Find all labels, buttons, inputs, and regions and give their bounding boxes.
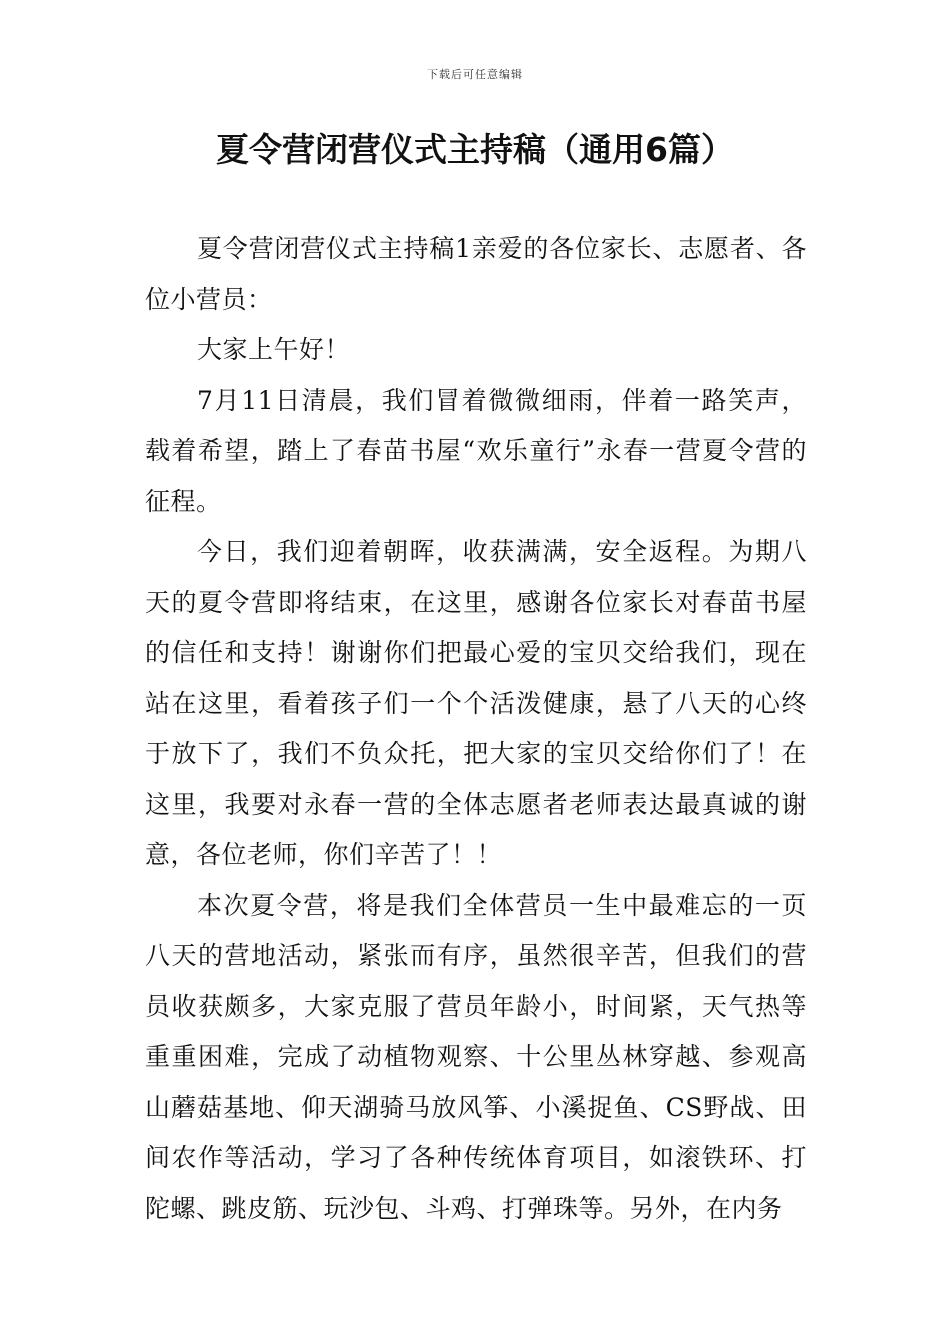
paragraph-hello: 大家上午好！	[197, 335, 351, 364]
document-title: 夏令营闭营仪式主持稿（通用6篇）	[216, 130, 734, 169]
paragraph-greeting: 夏令营闭营仪式主持稿1亲爱的各位家长、志愿者、各位小营员：	[145, 234, 807, 314]
document-body	[145, 224, 807, 1234]
header-note: 下载后可任意编辑	[427, 68, 523, 81]
paragraph-thanks: 今日，我们迎着朝晖，收获满满，安全返程。为期八天的夏令营即将结束，在这里，感谢各位家长对春苗书屋的信任和支持！谢谢你们把最心爱的宝贝交给我们，现在站在这里，看着孩子们一个个活泼健康，悬了八天的心终于放下了，我们不负众托，把大家的宝贝交给你们了！在这里，我要对永春一营的全体志愿者老师表达最真诚的谢意，各位老师，你们辛苦了！！	[145, 537, 807, 869]
paragraph-departure: 7月11日清晨，我们冒着微微细雨，伴着一路笑声，载着希望，踏上了春苗书屋“欢乐童行”永春一营夏令营的征程。	[145, 385, 807, 516]
paragraph-activities: 本次夏令营，将是我们全体营员一生中最难忘的一页八天的营地活动，紧张而有序，虽然很辛苦，但我们的营员收获颇多，大家克服了营员年龄小，时间紧，天气热等重重困难，完成了动植物观察、十公里丛林穿越、参观高山蘑菇基地、仰天湖骑马放风筝、小溪捉鱼、CS野战、田间农作等活动，学习了各种传统体育项目，如滚铁环、打陀螺、跳皮筋、玩沙包、斗鸡、打弹珠等。另外，在内务	[145, 890, 807, 1223]
